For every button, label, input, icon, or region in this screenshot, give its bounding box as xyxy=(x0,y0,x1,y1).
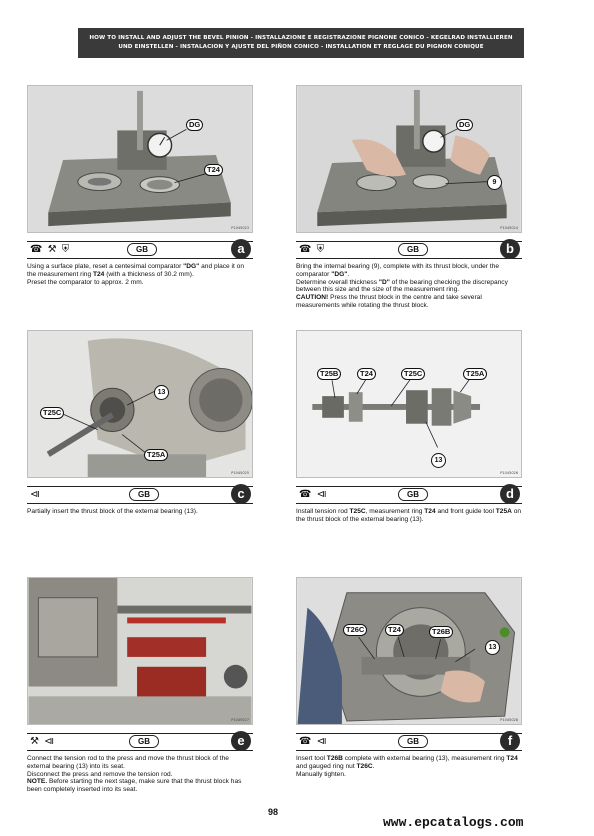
callout-t25a: T25A xyxy=(144,449,168,461)
callout-dg: DG xyxy=(186,119,203,131)
callout-t25a: T25A xyxy=(463,368,487,380)
step-e-description: Connect the tension rod to the press and move the thrust block of the external bearing (13) into its seat. Disconnect the press and remove the tension rod. NOTE. Before starting the next stage, make sure that the thrust block has been completely inserted into its seat. xyxy=(27,755,242,794)
step-a-photo xyxy=(27,85,253,233)
callout-t26c: T26C xyxy=(343,624,367,636)
step-b-bar xyxy=(296,241,522,259)
step-panel-a xyxy=(27,85,253,295)
language-badge: GB xyxy=(129,735,159,748)
photo-code: P1045023 xyxy=(231,226,249,230)
bearing-measurement-illustration xyxy=(297,86,521,232)
step-letter-d: d xyxy=(500,484,520,504)
photo-code: P1045024 xyxy=(500,226,518,230)
step-a-bar xyxy=(27,241,253,259)
step-letter-a: a xyxy=(231,239,251,259)
callout-t26b: T26B xyxy=(429,626,453,638)
step-panel-e xyxy=(27,577,253,807)
step-c-photo xyxy=(27,330,253,478)
language-badge: GB xyxy=(129,488,159,501)
step-letter-f: f xyxy=(500,731,520,751)
callout-t24: T24 xyxy=(385,624,404,636)
step-d-bar xyxy=(296,486,522,504)
photo-code: P1045028 xyxy=(500,718,518,722)
step-panel-f xyxy=(296,577,522,807)
callout-9: 9 xyxy=(487,175,502,190)
callout-t24: T24 xyxy=(357,368,376,380)
step-d-photo xyxy=(296,330,522,478)
callout-t24: T24 xyxy=(204,164,223,176)
callout-dg: DG xyxy=(456,119,473,131)
callout-13: 13 xyxy=(485,640,500,655)
step-b-photo xyxy=(296,85,522,233)
step-c-description: Partially insert the thrust block of the external bearing (13). xyxy=(27,508,198,515)
step-f-photo xyxy=(296,577,522,725)
tool-icons: ⧏ xyxy=(30,489,41,500)
page-title-line-2: UND EINSTELLEN - INSTALACION Y AJUSTE DEL PIÑON CONICO - INSTALLATION ET REGLAGE DU PIGNON CONIQUE xyxy=(118,44,484,50)
tool-icons: ☎ ⧏ xyxy=(299,489,328,500)
callout-t25b: T25B xyxy=(317,368,341,380)
language-badge: GB xyxy=(398,488,428,501)
surface-plate-illustration xyxy=(28,86,252,232)
site-watermark: www.epcatalogs.com xyxy=(383,815,524,830)
step-a-description: Using a surface plate, reset a centesimal comparator "DG" and place it on the measurement ring T24 (with a thickness of 30.2 mm). Preset the comparator to approx. 2 mm. xyxy=(27,263,245,286)
photo-code: P1045025 xyxy=(231,471,249,475)
press-connection-illustration xyxy=(28,578,252,724)
callout-t25c: T25C xyxy=(401,368,425,380)
page-number: 98 xyxy=(268,807,279,817)
step-letter-b: b xyxy=(500,239,520,259)
photo-code: P1045026 xyxy=(500,471,518,475)
step-letter-e: e xyxy=(231,731,251,751)
tension-rod-illustration xyxy=(297,331,521,477)
photo-code: P1045027 xyxy=(231,718,249,722)
step-f-description: Insert tool T26B complete with external bearing (13), measurement ring T24 and gauged ring nut T26C. Manually tighten. xyxy=(296,755,518,778)
language-badge: GB xyxy=(398,243,428,256)
tool-icons: ☎ ⚒ ⛨ xyxy=(30,244,71,255)
tool-icons: ⚒ ⧏ xyxy=(30,736,56,747)
language-badge: GB xyxy=(127,243,157,256)
tool-icons: ☎ ⛨ xyxy=(299,244,326,255)
language-badge: GB xyxy=(398,735,428,748)
step-panel-d xyxy=(296,330,522,530)
step-d-description: Install tension rod T25C, measurement ring T24 and front guide tool T25A on the thrust block of the external bearing (13). xyxy=(296,508,522,523)
callout-13: 13 xyxy=(431,453,446,468)
page-title-line-1: HOW TO INSTALL AND ADJUST THE BEVEL PINION - INSTALLAZIONE E REGISTRAZIONE PIGNONE CONICO - KEGELRAD INSTALLIEREN xyxy=(89,35,513,41)
thrust-block-insertion-illustration xyxy=(28,331,252,477)
callout-t25c: T25C xyxy=(40,407,64,419)
step-letter-c: c xyxy=(231,484,251,504)
step-e-bar xyxy=(27,733,253,751)
step-c-bar xyxy=(27,486,253,504)
step-f-bar xyxy=(296,733,522,751)
step-panel-c xyxy=(27,330,253,530)
page-title-banner xyxy=(78,28,524,58)
callout-13: 13 xyxy=(154,385,169,400)
step-panel-b xyxy=(296,85,522,325)
tool-icons: ☎ ⧏ xyxy=(299,736,328,747)
step-b-description: Bring the internal bearing (9), complete with its thrust block, under the comparator "DG". Determine overall thickness "D" of the bearing checking the discrepancy between this size and the size of the measurement ring. CAUTION! Press the thrust block in the centre and take several measurements while rotating the thrust block. xyxy=(296,263,508,309)
step-e-photo xyxy=(27,577,253,725)
